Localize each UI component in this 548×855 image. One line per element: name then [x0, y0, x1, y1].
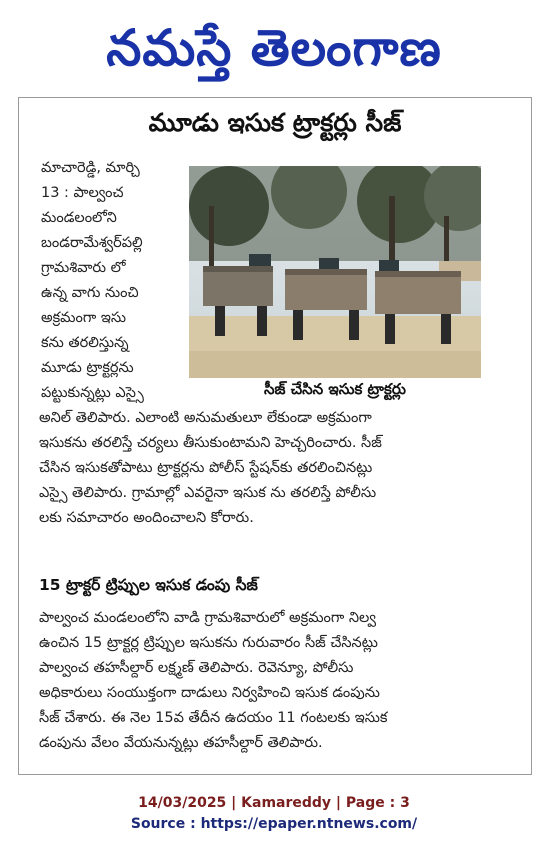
- sub-line: పాల్వంచ మండలంలోని వాడి గ్రామశివారులో అక్రమంగా నిల్వ: [39, 610, 376, 626]
- sub-line: అధికారులు సంయుక్తంగా దాడులు నిర్వహించి ఇసుక డంపును: [39, 685, 380, 701]
- photo-caption: సీజ్ చేసిన ఇసుక ట్రాక్టర్లు: [264, 380, 406, 398]
- newspaper-title: నమస్తే తెలంగాణ: [106, 19, 442, 77]
- date-edition-page: 14/03/2025 | Kamareddy | Page : 3: [138, 795, 410, 811]
- body-line: ఇసుకను తరలిస్తే చర్యలు తీసుకుంటామని హెచ్చరించారు. సీజ్: [39, 435, 382, 451]
- intro-line: మూడు ట్రాక్టర్లను: [41, 360, 134, 376]
- intro-line: గ్రామశివారు లో: [41, 260, 126, 276]
- sub-line: డంపును వేలం వేయనున్నట్లు తహసీల్దార్ తెలిపారు.: [39, 735, 323, 751]
- intro-line: అక్రమంగా ఇసు: [41, 310, 127, 326]
- body-line: లకు సమాచారం అందించాలని కోరారు.: [39, 510, 254, 526]
- masthead: [0, 8, 548, 88]
- intro-line: మాచారెడ్డి, మార్చి: [41, 160, 140, 176]
- body-line: ఎస్సై తెలిపారు. గ్రామాల్లో ఎవరైనా ఇసుక ను తరలిస్తే పోలీసు: [39, 485, 377, 501]
- intro-line: కను తరలిస్తున్న: [41, 335, 129, 351]
- intro-line: 13 : పాల్వంచ: [41, 185, 124, 201]
- body-line: అనిల్ తెలిపారు. ఎలాంటి అనుమతులూ లేకుండా అక్రమంగా: [39, 410, 372, 426]
- intro-line: మండలంలోని: [41, 210, 117, 226]
- sub-line: పాల్వంచ తహసీల్దార్ లక్ష్మణ్ తెలిపారు. రెవెన్యూ, పోలీసు: [39, 660, 354, 676]
- body-line: చేసిన ఇసుకతోపాటు ట్రాక్టర్లను పోలీస్ స్టేషన్‌కు తరలించినట్లు: [39, 460, 373, 476]
- intro-line: ఉన్న వాగు నుంచి: [41, 285, 139, 301]
- sub-line: ఉంచిన 15 ట్రాక్టర్ల ట్రిప్పుల ఇసుకను గురువారం సీజ్ చేసినట్లు: [39, 635, 378, 651]
- seized-tractors-image: [189, 166, 481, 378]
- article-subhead: 15 ట్రాక్టర్ ట్రిప్పుల ఇసుక డంపు సీజ్: [39, 576, 258, 594]
- intro-line: పట్టుకున్నట్లు ఎస్సై: [41, 385, 144, 401]
- news-clipping: [18, 97, 532, 775]
- sub-line: సీజ్ చేశారు. ఈ నెల 15వ తేదీన ఉదయం 11 గంటలకు ఇసుక: [39, 710, 388, 726]
- intro-line: బండరామేశ్వర్‌పల్లి: [41, 235, 143, 251]
- tractors-photo: [189, 166, 481, 378]
- article-headline: మూడు ఇసుక ట్రాక్టర్లు సీజ్: [148, 108, 402, 137]
- source-link[interactable]: Source : https://epaper.ntnews.com/: [130, 816, 418, 832]
